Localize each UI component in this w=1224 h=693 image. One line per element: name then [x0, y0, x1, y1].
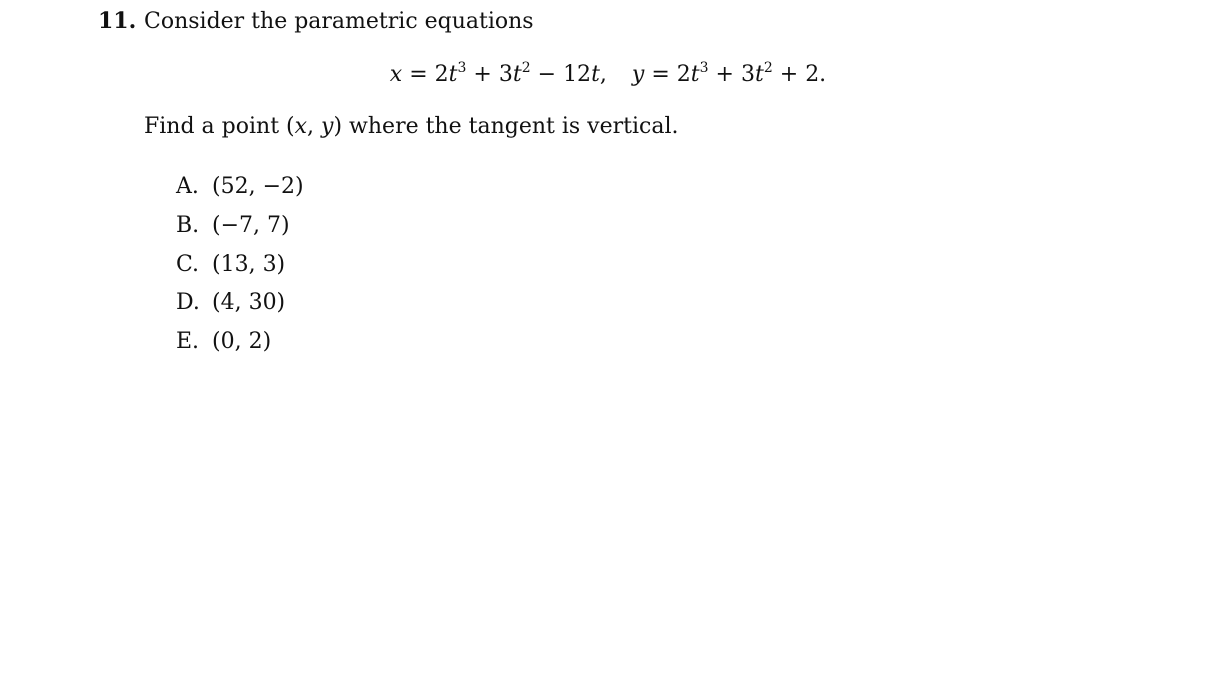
eq-x-term1: $2t^3$: [434, 60, 467, 87]
eq-y-term1: $2t^3$: [676, 60, 709, 87]
eq-equals: =: [409, 62, 428, 87]
eq-plus-2: +: [715, 62, 734, 87]
eq-y-variable: y: [631, 62, 645, 87]
choice-text: (52, −2): [212, 174, 304, 199]
choice-text: (−7, 7): [212, 212, 290, 238]
answer-choices: [176, 168, 304, 362]
answer-choice-b[interactable]: [176, 207, 304, 246]
eq-y-term2: $3t^2$: [740, 60, 773, 87]
eq-x-term3: 12t: [563, 62, 600, 87]
parametric-equations: [98, 60, 1118, 90]
eq-plus-3: +: [779, 62, 799, 87]
answer-choice-a[interactable]: [176, 168, 304, 207]
choice-text: (13, 3): [212, 251, 286, 277]
eq-equals-2: =: [651, 62, 670, 87]
answer-choice-e[interactable]: [176, 323, 304, 362]
choice-text: (0, 2): [212, 329, 272, 354]
choice-letter: A.: [176, 174, 199, 199]
eq-comma: ,: [599, 62, 607, 87]
answer-choice-d[interactable]: [176, 284, 304, 323]
eq-x-term2: $3t^2$: [498, 60, 531, 87]
choice-text: (4, 30): [212, 290, 286, 316]
problem-block: [98, 6, 1198, 354]
choice-letter: B.: [176, 212, 200, 238]
eq-minus: −: [537, 62, 557, 87]
eq-y-constant: 2.: [805, 62, 827, 87]
question-number: 11.: [98, 8, 137, 34]
question-line: [98, 6, 1198, 36]
answer-choice-c[interactable]: [176, 246, 304, 285]
question-intro: Consider the parametric equations: [144, 9, 534, 34]
choice-letter: E.: [176, 329, 200, 354]
choice-letter: C.: [176, 251, 200, 277]
choice-letter: D.: [176, 290, 200, 316]
question-prompt: Find a point (x, y) where the tangent is vertical.: [144, 114, 679, 139]
eq-x-variable: x: [389, 62, 403, 87]
eq-plus: +: [473, 62, 492, 87]
